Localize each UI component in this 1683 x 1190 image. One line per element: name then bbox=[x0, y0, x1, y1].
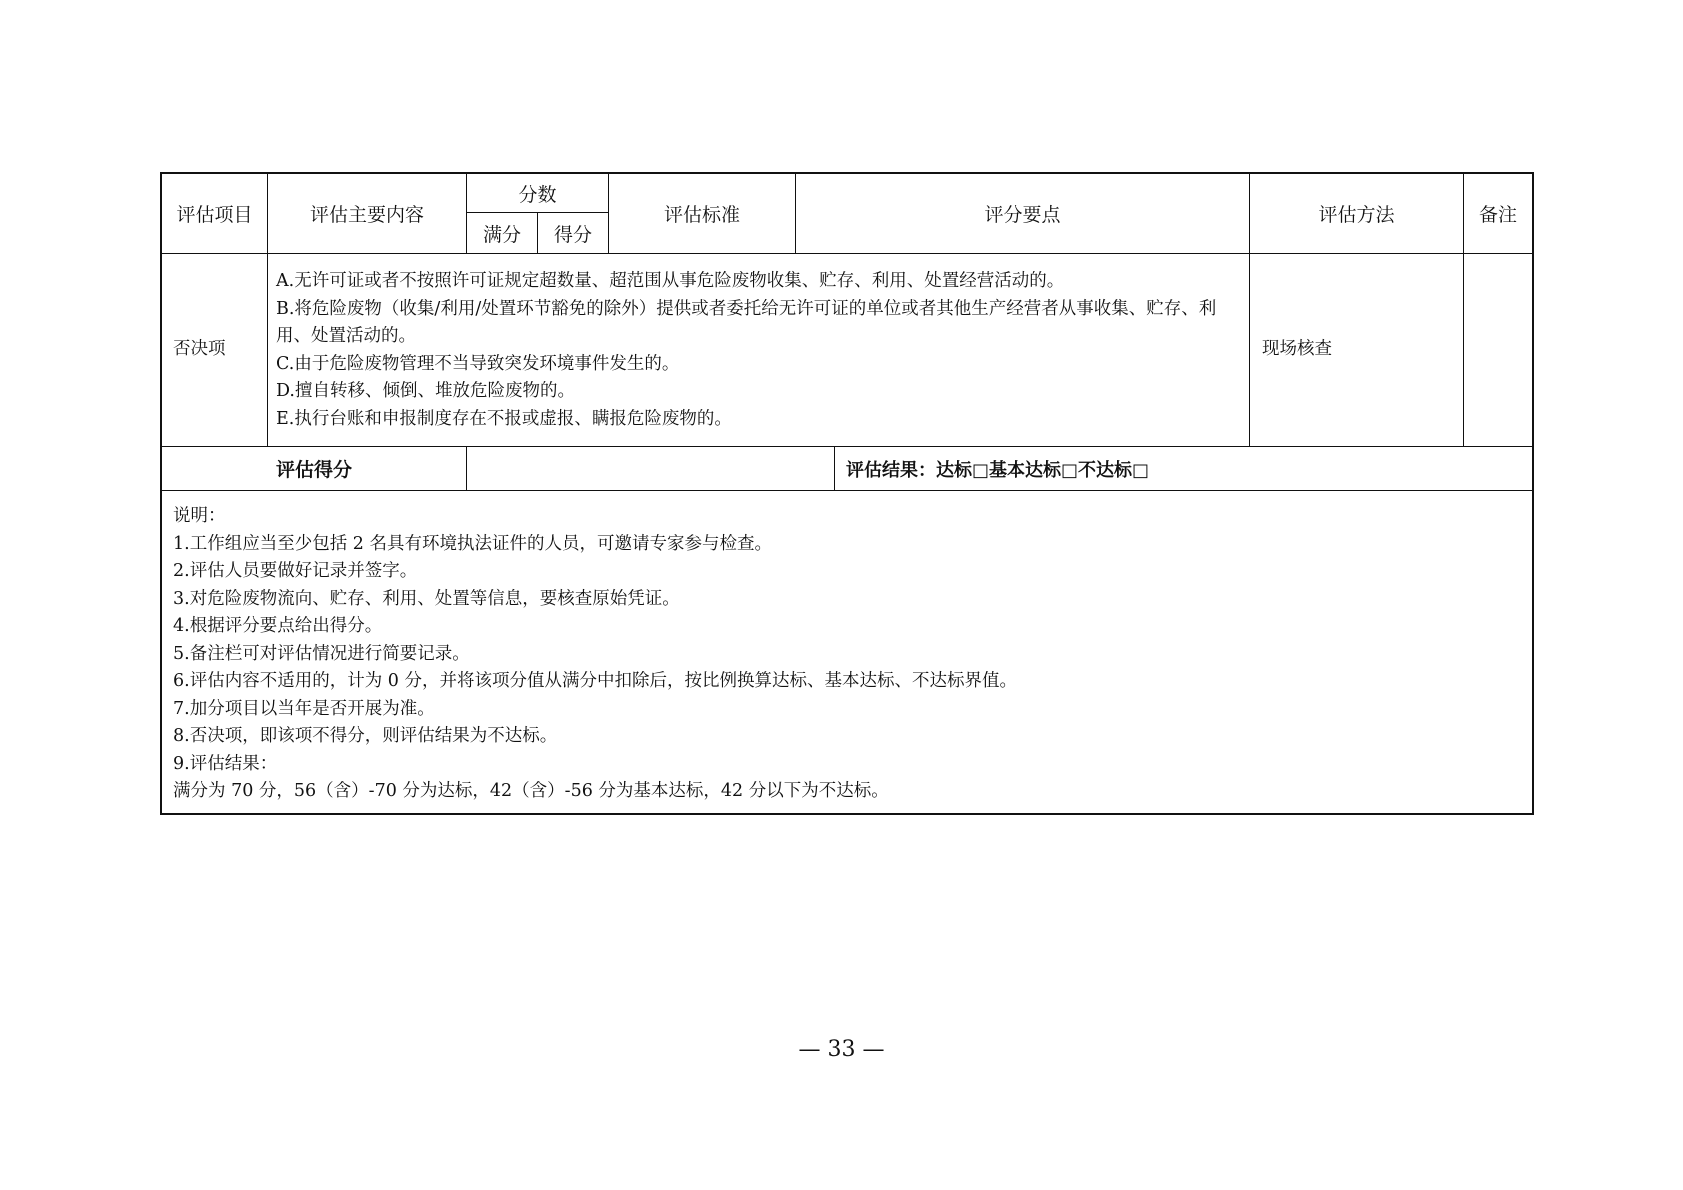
note-item: 1.工作组应当至少包括 2 名具有环境执法证件的人员，可邀请专家参与检查。 bbox=[173, 533, 772, 554]
note-item: 满分为 70 分，56（含）-70 分为达标，42（含）-56 分为基本达标，42 分以下为不达标。 bbox=[173, 781, 889, 801]
header-score: 分数 bbox=[518, 183, 557, 206]
veto-items-list bbox=[276, 268, 1246, 433]
score-label: 评估得分 bbox=[275, 459, 352, 481]
header-content: 评估主要内容 bbox=[309, 204, 424, 226]
note-item: 2.评估人员要做好记录并签字。 bbox=[173, 561, 418, 581]
notes-section bbox=[173, 503, 1513, 806]
header-item: 评估项目 bbox=[176, 204, 253, 226]
note-item: 4.根据评分要点给出得分。 bbox=[173, 616, 383, 636]
page-number: — 33 — bbox=[798, 1037, 885, 1062]
veto-item-label: 否决项 bbox=[173, 339, 226, 360]
note-item: 6.评估内容不适用的，计为 0 分，并将该项分值从满分中扣除后，按比例换算达标、基本达标、不达标界值。 bbox=[173, 671, 1017, 691]
veto-item-e: E.执行台账和申报制度存在不报或虚报、瞒报危险废物的。 bbox=[276, 408, 732, 429]
header-points: 评分要点 bbox=[984, 204, 1061, 226]
veto-item-d: D.擅自转移、倾倒、堆放危险废物的。 bbox=[276, 381, 575, 401]
header-remark: 备注 bbox=[1478, 204, 1517, 226]
header-method: 评估方法 bbox=[1318, 204, 1395, 226]
note-item: 5.备注栏可对评估情况进行简要记录。 bbox=[173, 643, 470, 664]
veto-item-b: B.将危险废物（收集/利用/处置环节豁免的除外）提供或者委托给无许可证的单位或者其他生产经营者从事收集、贮存、利用、处置活动的。 bbox=[276, 298, 1217, 346]
note-item: 9.评估结果： bbox=[173, 753, 278, 774]
header-full-score: 满分 bbox=[482, 223, 521, 246]
note-item: 3.对危险废物流向、贮存、利用、处置等信息，要核查原始凭证。 bbox=[173, 588, 680, 609]
veto-method: 现场核查 bbox=[1262, 339, 1332, 360]
notes-title: 说明： bbox=[173, 506, 226, 526]
note-item: 7.加分项目以当年是否开展为准。 bbox=[173, 698, 435, 719]
veto-item-a: A.无许可证或者不按照许可证规定超数量、超范围从事危险废物收集、贮存、利用、处置经营活动的。 bbox=[276, 271, 1065, 291]
header-standard: 评估标准 bbox=[663, 204, 740, 226]
note-item: 8.否决项，即该项不得分，则评估结果为不达标。 bbox=[173, 726, 558, 746]
divider bbox=[834, 446, 835, 491]
evaluation-result: 评估结果：达标□基本达标□不达标□ bbox=[846, 459, 1150, 481]
header-got-score: 得分 bbox=[553, 223, 592, 246]
veto-item-c: C.由于危险废物管理不当导致突发环境事件发生的。 bbox=[276, 353, 680, 374]
score-value bbox=[467, 447, 834, 490]
divider bbox=[160, 490, 1534, 491]
